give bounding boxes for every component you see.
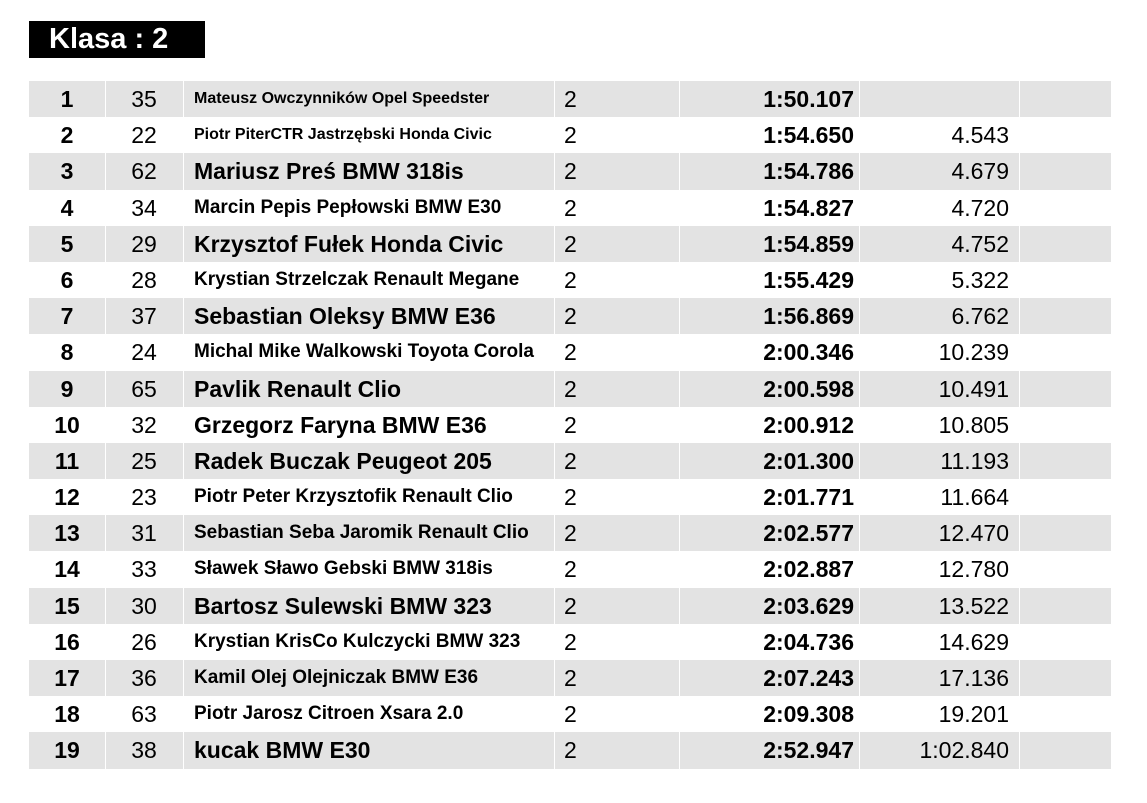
position-cell: 11 bbox=[54, 447, 80, 474]
car-number-cell: 26 bbox=[131, 628, 157, 655]
car-number-cell: 31 bbox=[131, 520, 157, 547]
lap-time-cell: 2:03.629 bbox=[763, 592, 854, 619]
column-divider bbox=[554, 515, 555, 551]
gap-cell: 12.470 bbox=[938, 520, 1009, 547]
lap-time-cell: 2:07.243 bbox=[763, 665, 854, 691]
lap-time-cell: 1:54.786 bbox=[763, 158, 854, 185]
gap-cell: 17.136 bbox=[938, 665, 1009, 691]
gap-cell: 4.752 bbox=[951, 230, 1009, 257]
position-cell: 7 bbox=[60, 303, 74, 330]
column-divider bbox=[183, 226, 184, 262]
position-cell: 18 bbox=[54, 701, 80, 728]
column-divider bbox=[1019, 515, 1020, 551]
class-cell: 2 bbox=[564, 737, 577, 764]
class-cell: 2 bbox=[564, 701, 577, 728]
class-title: Klasa : 2 bbox=[29, 21, 205, 58]
class-cell: 2 bbox=[564, 592, 577, 619]
position-cell: 15 bbox=[54, 592, 80, 619]
table-row bbox=[29, 190, 1111, 226]
class-cell: 2 bbox=[564, 520, 577, 547]
car-number-cell: 32 bbox=[131, 411, 157, 438]
position-cell: 4 bbox=[60, 194, 74, 221]
column-divider bbox=[183, 81, 184, 117]
column-divider bbox=[554, 660, 555, 696]
lap-time-cell: 2:00.346 bbox=[763, 339, 854, 366]
driver-car-cell: Pavlik Renault Clio bbox=[194, 375, 402, 402]
class-cell: 2 bbox=[564, 266, 577, 293]
car-number-cell: 35 bbox=[131, 86, 157, 112]
results-table bbox=[29, 81, 1111, 769]
column-divider bbox=[1019, 660, 1020, 696]
car-number-cell: 36 bbox=[131, 665, 157, 691]
lap-time-cell: 2:00.598 bbox=[763, 375, 854, 402]
lap-time-cell: 2:09.308 bbox=[763, 701, 854, 728]
class-cell: 2 bbox=[564, 122, 577, 149]
gap-cell: 4.543 bbox=[951, 122, 1009, 149]
column-divider bbox=[183, 298, 184, 334]
position-cell: 3 bbox=[60, 158, 74, 185]
class-cell: 2 bbox=[564, 339, 577, 366]
column-divider bbox=[1019, 588, 1020, 624]
column-divider bbox=[554, 153, 555, 189]
column-divider bbox=[1019, 371, 1020, 407]
gap-cell: 4.679 bbox=[951, 158, 1009, 185]
table-row bbox=[29, 407, 1111, 443]
class-cell: 2 bbox=[564, 665, 577, 691]
position-cell: 12 bbox=[54, 484, 80, 511]
gap-cell: 6.762 bbox=[951, 303, 1009, 330]
position-cell: 8 bbox=[60, 339, 74, 366]
car-number-cell: 30 bbox=[131, 592, 157, 619]
gap-cell: 12.780 bbox=[938, 556, 1009, 583]
driver-car-cell: Sebastian Seba Jaromik Renault Clio bbox=[194, 522, 529, 544]
driver-car-cell: Sławek Sławo Gebski BMW 318is bbox=[194, 558, 493, 580]
position-cell: 16 bbox=[54, 628, 80, 655]
gap-cell: 5.322 bbox=[951, 266, 1009, 293]
lap-time-cell: 2:00.912 bbox=[763, 411, 854, 438]
column-divider bbox=[183, 660, 184, 696]
driver-car-cell: Piotr Peter Krzysztofik Renault Clio bbox=[194, 486, 513, 508]
gap-cell: 1:02.840 bbox=[919, 737, 1009, 764]
lap-time-cell: 1:56.869 bbox=[763, 303, 854, 330]
column-divider bbox=[554, 226, 555, 262]
table-row bbox=[29, 153, 1111, 189]
gap-cell bbox=[859, 81, 1009, 117]
car-number-cell: 24 bbox=[131, 339, 157, 366]
column-divider bbox=[183, 443, 184, 479]
driver-car-cell: Marcin Pepis Pepłowski BMW E30 bbox=[194, 196, 502, 218]
table-row bbox=[29, 262, 1111, 298]
position-cell: 1 bbox=[60, 86, 74, 112]
gap-cell: 10.491 bbox=[938, 375, 1009, 402]
column-divider bbox=[554, 443, 555, 479]
lap-time-cell: 1:54.827 bbox=[763, 194, 854, 221]
table-row bbox=[29, 334, 1111, 370]
car-number-cell: 28 bbox=[131, 266, 157, 293]
gap-cell: 4.720 bbox=[951, 194, 1009, 221]
table-row bbox=[29, 551, 1111, 587]
gap-cell: 13.522 bbox=[938, 592, 1009, 619]
table-row bbox=[29, 696, 1111, 732]
table-row bbox=[29, 479, 1111, 515]
gap-cell: 11.664 bbox=[940, 484, 1009, 511]
driver-car-cell: Krzysztof Fułek Honda Civic bbox=[194, 230, 504, 257]
class-cell: 2 bbox=[564, 484, 577, 511]
lap-time-cell: 2:04.736 bbox=[763, 628, 854, 655]
position-cell: 19 bbox=[54, 737, 80, 764]
gap-cell: 10.239 bbox=[938, 339, 1009, 366]
column-divider bbox=[1019, 81, 1020, 117]
car-number-cell: 62 bbox=[131, 158, 157, 185]
lap-time-cell: 2:02.577 bbox=[763, 520, 854, 547]
table-row bbox=[29, 117, 1111, 153]
driver-car-cell: Mateusz Owczynników Opel Speedster bbox=[194, 90, 490, 107]
position-cell: 13 bbox=[54, 520, 80, 547]
driver-car-cell: Bartosz Sulewski BMW 323 bbox=[194, 592, 492, 619]
gap-cell: 11.193 bbox=[940, 447, 1009, 474]
driver-car-cell: Sebastian Oleksy BMW E36 bbox=[194, 303, 496, 330]
column-divider bbox=[183, 588, 184, 624]
column-divider bbox=[1019, 298, 1020, 334]
lap-time-cell: 2:52.947 bbox=[763, 737, 854, 764]
column-divider bbox=[554, 588, 555, 624]
table-row bbox=[29, 624, 1111, 660]
driver-car-cell: Piotr Jarosz Citroen Xsara 2.0 bbox=[194, 703, 464, 725]
car-number-cell: 29 bbox=[131, 230, 157, 257]
driver-car-cell: Kamil Olej Olejniczak BMW E36 bbox=[194, 667, 479, 688]
column-divider bbox=[1019, 153, 1020, 189]
column-divider bbox=[554, 732, 555, 768]
table-row bbox=[29, 660, 1111, 696]
column-divider bbox=[554, 81, 555, 117]
driver-car-cell: Michal Mike Walkowski Toyota Corola bbox=[194, 341, 534, 363]
gap-cell: 10.805 bbox=[938, 411, 1009, 438]
column-divider bbox=[1019, 226, 1020, 262]
car-number-cell: 65 bbox=[131, 375, 157, 402]
driver-car-cell: Piotr PiterCTR Jastrzębski Honda Civic bbox=[194, 126, 492, 144]
car-number-cell: 33 bbox=[131, 556, 157, 583]
position-cell: 10 bbox=[54, 411, 80, 438]
table-row bbox=[29, 443, 1111, 479]
car-number-cell: 38 bbox=[131, 737, 157, 764]
class-cell: 2 bbox=[564, 230, 577, 257]
table-row bbox=[29, 298, 1111, 334]
car-number-cell: 23 bbox=[131, 484, 157, 511]
position-cell: 6 bbox=[60, 266, 74, 293]
car-number-cell: 63 bbox=[131, 701, 157, 728]
table-row bbox=[29, 515, 1111, 551]
class-cell: 2 bbox=[564, 411, 577, 438]
gap-cell: 19.201 bbox=[938, 701, 1009, 728]
car-number-cell: 34 bbox=[131, 194, 157, 221]
car-number-cell: 37 bbox=[131, 303, 157, 330]
driver-car-cell: Krystian Strzelczak Renault Megane bbox=[194, 268, 520, 290]
position-cell: 17 bbox=[54, 665, 80, 691]
class-cell: 2 bbox=[564, 194, 577, 221]
table-row bbox=[29, 588, 1111, 624]
driver-car-cell: Krystian KrisCo Kulczycki BMW 323 bbox=[194, 630, 521, 652]
position-cell: 14 bbox=[54, 556, 80, 583]
column-divider bbox=[554, 371, 555, 407]
lap-time-cell: 2:01.771 bbox=[763, 484, 854, 511]
class-cell: 2 bbox=[564, 86, 577, 112]
lap-time-cell: 2:02.887 bbox=[763, 556, 854, 583]
driver-car-cell: Radek Buczak Peugeot 205 bbox=[194, 447, 492, 474]
class-cell: 2 bbox=[564, 375, 577, 402]
column-divider bbox=[183, 371, 184, 407]
lap-time-cell: 1:55.429 bbox=[763, 266, 854, 293]
driver-car-cell: Grzegorz Faryna BMW E36 bbox=[194, 411, 487, 438]
lap-time-cell: 2:01.300 bbox=[763, 447, 854, 474]
lap-time-cell: 1:54.650 bbox=[763, 122, 854, 149]
position-cell: 5 bbox=[60, 230, 74, 257]
column-divider bbox=[1019, 443, 1020, 479]
car-number-cell: 25 bbox=[131, 447, 157, 474]
column-divider bbox=[183, 515, 184, 551]
table-row bbox=[29, 371, 1111, 407]
position-cell: 9 bbox=[60, 375, 74, 402]
car-number-cell: 22 bbox=[131, 122, 157, 149]
table-row bbox=[29, 732, 1111, 768]
class-cell: 2 bbox=[564, 628, 577, 655]
lap-time-cell: 1:54.859 bbox=[763, 230, 854, 257]
driver-car-cell: Mariusz Preś BMW 318is bbox=[194, 158, 464, 185]
column-divider bbox=[1019, 732, 1020, 768]
table-row bbox=[29, 226, 1111, 262]
position-cell: 2 bbox=[60, 122, 74, 149]
class-cell: 2 bbox=[564, 447, 577, 474]
column-divider bbox=[183, 732, 184, 768]
class-cell: 2 bbox=[564, 556, 577, 583]
table-row bbox=[29, 81, 1111, 117]
driver-car-cell: kucak BMW E30 bbox=[194, 737, 371, 764]
lap-time-cell: 1:50.107 bbox=[763, 86, 854, 112]
column-divider bbox=[554, 298, 555, 334]
column-divider bbox=[183, 153, 184, 189]
class-cell: 2 bbox=[564, 303, 577, 330]
class-cell: 2 bbox=[564, 158, 577, 185]
gap-cell: 14.629 bbox=[938, 628, 1009, 655]
